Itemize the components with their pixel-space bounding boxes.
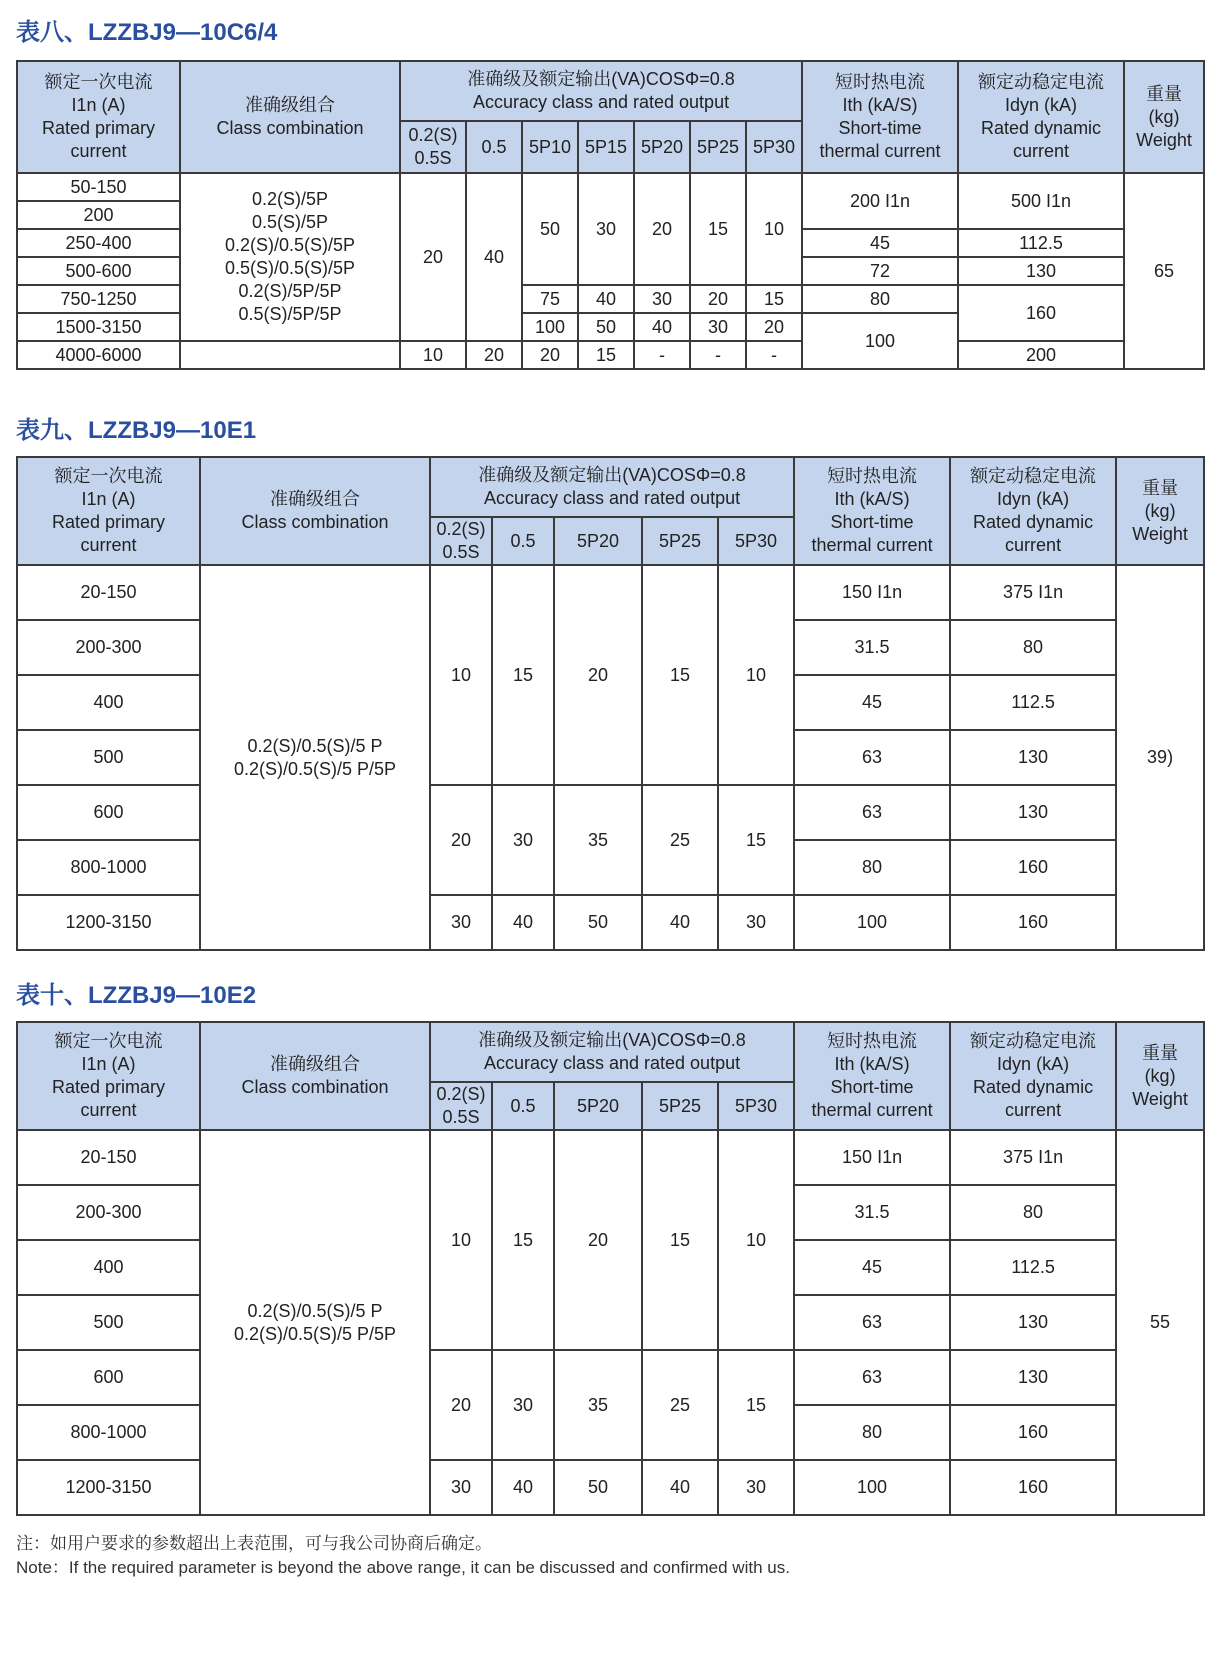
t9-current: 200-300	[17, 620, 200, 675]
t10-thermal: 63	[794, 1295, 950, 1350]
t9-thermal: 45	[794, 675, 950, 730]
t9-dynamic: 160	[950, 895, 1116, 950]
t8-header-combo: 准确级组合 Class combination	[180, 61, 400, 173]
t8-cell: -	[634, 341, 690, 369]
t8-cell: 50	[522, 173, 578, 285]
t9-cell: 40	[642, 895, 718, 950]
t9-cell: 10	[430, 565, 492, 785]
t8-header-dynamic: 额定动稳定电流 Idyn (kA) Rated dynamic current	[958, 61, 1124, 173]
t8-current: 4000-6000	[17, 341, 180, 369]
t10-dynamic: 160	[950, 1460, 1116, 1515]
t10-combo-list: 0.2(S)/0.5(S)/5 P 0.2(S)/0.5(S)/5 P/5P	[200, 1130, 430, 1515]
t8-header-thermal: 短时热电流 Ith (kA/S) Short-time thermal current	[802, 61, 958, 173]
t10-col-05: 0.5	[492, 1082, 554, 1130]
t8-col-5p15: 5P15	[578, 121, 634, 173]
t8-cell: 20	[746, 313, 802, 341]
t9-current: 600	[17, 785, 200, 840]
t8-cell: 30	[578, 173, 634, 285]
t9-dynamic: 80	[950, 620, 1116, 675]
note-cn: 注：如用户要求的参数超出上表范围，可与我公司协商后确定。	[16, 1534, 492, 1553]
t10-cell: 40	[492, 1460, 554, 1515]
t10-dynamic: 112.5	[950, 1240, 1116, 1295]
t10-header-dynamic: 额定动稳定电流 Idyn (kA) Rated dynamic current	[950, 1022, 1116, 1130]
t10-thermal: 80	[794, 1405, 950, 1460]
t9-cell: 15	[642, 565, 718, 785]
t8-cell: 30	[690, 313, 746, 341]
t8-thermal: 80	[802, 285, 958, 313]
t9-cell: 15	[718, 785, 794, 895]
t9-col-5p20: 5P20	[554, 517, 642, 565]
table8	[16, 60, 1205, 370]
t10-cell: 10	[718, 1130, 794, 1350]
t9-col-05: 0.5	[492, 517, 554, 565]
t10-current: 20-150	[17, 1130, 200, 1185]
t9-current: 500	[17, 730, 200, 785]
t8-cell-05: 40	[466, 173, 522, 341]
t8-current: 50-150	[17, 173, 180, 201]
t10-cell: 30	[430, 1460, 492, 1515]
t8-dynamic: 160	[958, 285, 1124, 341]
t9-combo-list: 0.2(S)/0.5(S)/5 P 0.2(S)/0.5(S)/5 P/5P	[200, 565, 430, 950]
t9-current: 400	[17, 675, 200, 730]
t8-header-weight: 重量 (kg) Weight	[1124, 61, 1204, 173]
t8-col-5p25: 5P25	[690, 121, 746, 173]
t9-cell: 35	[554, 785, 642, 895]
t9-cell: 25	[642, 785, 718, 895]
t9-dynamic: 160	[950, 840, 1116, 895]
t10-cell: 50	[554, 1460, 642, 1515]
t10-col-5p30: 5P30	[718, 1082, 794, 1130]
t9-header-weight: 重量 (kg) Weight	[1116, 457, 1204, 565]
t8-cell: 15	[578, 341, 634, 369]
t9-col-5p30: 5P30	[718, 517, 794, 565]
t10-weight: 55	[1116, 1130, 1204, 1515]
t8-thermal: 72	[802, 257, 958, 285]
t9-cell: 30	[492, 785, 554, 895]
t8-current: 500-600	[17, 257, 180, 285]
t9-col-5p25: 5P25	[642, 517, 718, 565]
t10-header-thermal: 短时热电流 Ith (kA/S) Short-time thermal current	[794, 1022, 950, 1130]
t10-dynamic: 80	[950, 1185, 1116, 1240]
t9-cell: 20	[430, 785, 492, 895]
t10-header-combo: 准确级组合 Class combination	[200, 1022, 430, 1130]
t9-dynamic: 130	[950, 730, 1116, 785]
t10-cell: 30	[492, 1350, 554, 1460]
t9-cell: 20	[554, 565, 642, 785]
t10-thermal: 31.5	[794, 1185, 950, 1240]
t8-col-5p20: 5P20	[634, 121, 690, 173]
t9-thermal: 150 I1n	[794, 565, 950, 620]
t10-current: 200-300	[17, 1185, 200, 1240]
t8-current: 1500-3150	[17, 313, 180, 341]
table9	[16, 456, 1205, 951]
t10-cell: 15	[642, 1130, 718, 1350]
t9-current: 20-150	[17, 565, 200, 620]
t8-cell: 20	[690, 285, 746, 313]
t9-header-dynamic: 额定动稳定电流 Idyn (kA) Rated dynamic current	[950, 457, 1116, 565]
t8-col-02s: 0.2(S) 0.5S	[400, 121, 466, 173]
t10-thermal: 63	[794, 1350, 950, 1405]
t8-header-accuracy: 准确级及额定输出(VA)COSΦ=0.8 Accuracy class and rated output	[400, 61, 802, 121]
t9-cell: 30	[718, 895, 794, 950]
t9-col-02s: 0.2(S) 0.5S	[430, 517, 492, 565]
t9-weight: 39)	[1116, 565, 1204, 950]
t9-dynamic: 112.5	[950, 675, 1116, 730]
t9-header-combo: 准确级组合 Class combination	[200, 457, 430, 565]
t10-cell: 30	[718, 1460, 794, 1515]
t8-cell: 75	[522, 285, 578, 313]
t9-cell: 10	[718, 565, 794, 785]
t8-dynamic: 200	[958, 341, 1124, 369]
t8-blank-cell	[180, 341, 400, 369]
t10-cell: 20	[430, 1350, 492, 1460]
t8-current: 200	[17, 201, 180, 229]
t10-current: 400	[17, 1240, 200, 1295]
table9-title: 表九、LZZBJ9—10E1	[16, 417, 257, 444]
t8-dynamic: 112.5	[958, 229, 1124, 257]
t9-cell: 40	[492, 895, 554, 950]
t8-thermal: 45	[802, 229, 958, 257]
t10-cell: 25	[642, 1350, 718, 1460]
t8-col-05: 0.5	[466, 121, 522, 173]
t9-current: 1200-3150	[17, 895, 200, 950]
table10	[16, 1021, 1205, 1516]
t9-cell: 50	[554, 895, 642, 950]
t10-header-weight: 重量 (kg) Weight	[1116, 1022, 1204, 1130]
t10-current: 600	[17, 1350, 200, 1405]
t8-dynamic: 500 I1n	[958, 173, 1124, 229]
t8-cell: 15	[690, 173, 746, 285]
t8-dynamic: 130	[958, 257, 1124, 285]
t8-col-5p30: 5P30	[746, 121, 802, 173]
t8-weight: 65	[1124, 173, 1204, 369]
t10-dynamic: 375 I1n	[950, 1130, 1116, 1185]
t9-thermal: 63	[794, 730, 950, 785]
t9-dynamic: 375 I1n	[950, 565, 1116, 620]
t9-thermal: 31.5	[794, 620, 950, 675]
t8-header-current: 额定一次电流 I1n (A) Rated primary current	[17, 61, 180, 173]
t8-cell: 20	[634, 173, 690, 285]
t8-cell: 50	[578, 313, 634, 341]
t8-cell: 20	[522, 341, 578, 369]
t10-thermal: 100	[794, 1460, 950, 1515]
t10-cell: 15	[718, 1350, 794, 1460]
t8-cell: -	[690, 341, 746, 369]
t9-header-thermal: 短时热电流 Ith (kA/S) Short-time thermal current	[794, 457, 950, 565]
t8-cell: 10	[400, 341, 466, 369]
t9-cell: 30	[430, 895, 492, 950]
t10-current: 1200-3150	[17, 1460, 200, 1515]
t8-thermal: 100	[802, 313, 958, 369]
t9-thermal: 80	[794, 840, 950, 895]
t8-col-5p10: 5P10	[522, 121, 578, 173]
t10-cell: 35	[554, 1350, 642, 1460]
t8-cell: 40	[634, 313, 690, 341]
t8-cell: 30	[634, 285, 690, 313]
t10-header-current: 额定一次电流 I1n (A) Rated primary current	[17, 1022, 200, 1130]
t9-current: 800-1000	[17, 840, 200, 895]
t10-col-5p20: 5P20	[554, 1082, 642, 1130]
t9-header-accuracy: 准确级及额定输出(VA)COSΦ=0.8 Accuracy class and rated output	[430, 457, 794, 517]
t9-cell: 15	[492, 565, 554, 785]
t8-current: 750-1250	[17, 285, 180, 313]
t10-cell: 40	[642, 1460, 718, 1515]
t8-current: 250-400	[17, 229, 180, 257]
t10-current: 800-1000	[17, 1405, 200, 1460]
t10-dynamic: 130	[950, 1295, 1116, 1350]
t10-col-02s: 0.2(S) 0.5S	[430, 1082, 492, 1130]
t10-thermal: 45	[794, 1240, 950, 1295]
t10-cell: 10	[430, 1130, 492, 1350]
t9-thermal: 100	[794, 895, 950, 950]
t10-cell: 20	[554, 1130, 642, 1350]
t8-cell: 100	[522, 313, 578, 341]
note-en: Note：If the required parameter is beyond the above range, it can be discussed and confirmed with us.	[16, 1558, 790, 1577]
t8-cell: 20	[466, 341, 522, 369]
t8-cell: -	[746, 341, 802, 369]
t10-dynamic: 160	[950, 1405, 1116, 1460]
table8-title: 表八、LZZBJ9—10C6/4	[16, 19, 278, 46]
t10-header-accuracy: 准确级及额定输出(VA)COSΦ=0.8 Accuracy class and rated output	[430, 1022, 794, 1082]
t10-dynamic: 130	[950, 1350, 1116, 1405]
t9-header-current: 额定一次电流 I1n (A) Rated primary current	[17, 457, 200, 565]
table10-title: 表十、LZZBJ9—10E2	[16, 982, 257, 1009]
t8-cell: 15	[746, 285, 802, 313]
t10-thermal: 150 I1n	[794, 1130, 950, 1185]
t8-cell-02s: 20	[400, 173, 466, 341]
t10-cell: 15	[492, 1130, 554, 1350]
t9-thermal: 63	[794, 785, 950, 840]
t8-cell: 10	[746, 173, 802, 285]
t10-col-5p25: 5P25	[642, 1082, 718, 1130]
t8-thermal: 200 I1n	[802, 173, 958, 229]
t8-combo-list: 0.2(S)/5P 0.5(S)/5P 0.2(S)/0.5(S)/5P 0.5(S)/0.5(S)/5P 0.2(S)/5P/5P 0.5(S)/5P/5P	[180, 173, 400, 341]
t9-dynamic: 130	[950, 785, 1116, 840]
t10-current: 500	[17, 1295, 200, 1350]
t8-cell: 40	[578, 285, 634, 313]
